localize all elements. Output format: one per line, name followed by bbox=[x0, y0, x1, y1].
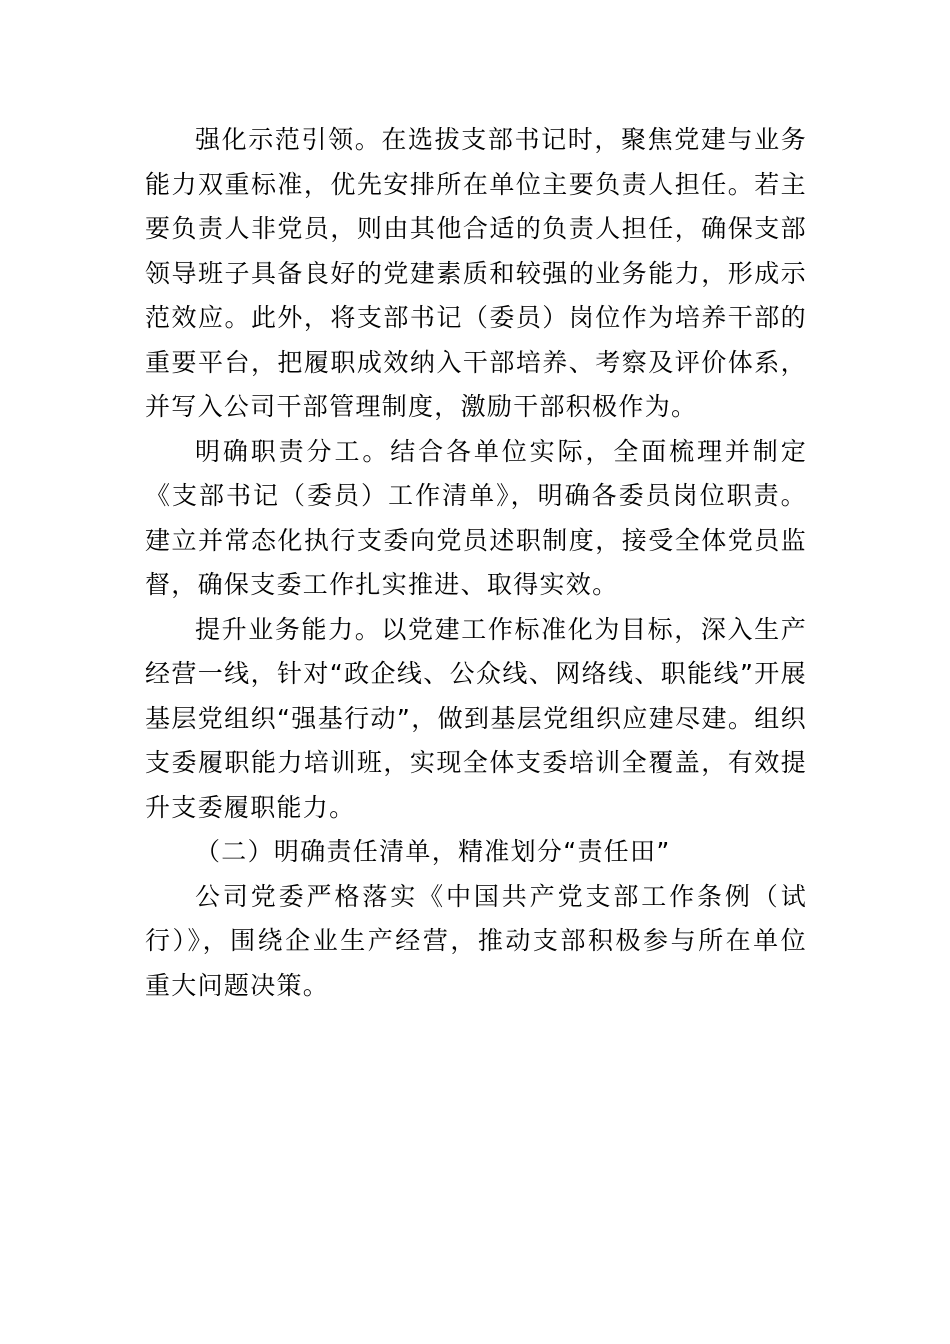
paragraph-line: 《支部书记（委员）工作清单》，明确各委员岗位职责。 bbox=[145, 481, 807, 510]
paragraph-line: 范效应。此外，将支部书记（委员）岗位作为培养干部的 bbox=[145, 303, 807, 332]
paragraph-line: 提升业务能力。以党建工作标准化为目标，深入生产 bbox=[195, 614, 807, 644]
paragraph-line: 支委履职能力培训班，实现全体支委培训全覆盖，有效提 bbox=[145, 748, 807, 777]
document-body bbox=[145, 118, 807, 1008]
paragraph-line: 督，确保支委工作扎实推进、取得实效。 bbox=[145, 570, 619, 599]
paragraph-line: 并写入公司干部管理制度，激励干部积极作为。 bbox=[145, 392, 698, 421]
paragraph-line: 重要平台，把履职成效纳入干部培养、考察及评价体系， bbox=[145, 347, 807, 377]
paragraph-line: 经营一线，针对“政企线、公众线、网络线、职能线”开展 bbox=[145, 659, 807, 688]
paragraph-clarify-duties bbox=[145, 430, 807, 608]
paragraph-line: 基层党组织“强基行动”，做到基层党组织应建尽建。组织 bbox=[145, 703, 807, 733]
paragraph-line: 能力双重标准，优先安排所在单位主要负责人担任。若主 bbox=[145, 169, 807, 199]
paragraph-line: 明确职责分工。结合各单位实际，全面梳理并制定 bbox=[195, 436, 807, 466]
paragraph-party-committee bbox=[145, 875, 807, 1009]
paragraph-strengthen-leadership bbox=[145, 118, 807, 430]
paragraph-line: 强化示范引领。在选拔支部书记时，聚焦党建与业务 bbox=[195, 125, 807, 154]
paragraph-line: 公司党委严格落实《中国共产党支部工作条例（试 bbox=[195, 881, 807, 911]
paragraph-line: 要负责人非党员，则由其他合适的负责人担任，确保支部 bbox=[145, 214, 807, 243]
paragraph-line: 行）》，围绕企业生产经营，推动支部积极参与所在单位 bbox=[145, 926, 807, 955]
section-heading-text: （二）明确责任清单，精准划分“责任田” bbox=[195, 837, 671, 866]
paragraph-line: 升支委履职能力。 bbox=[145, 792, 356, 822]
paragraph-line: 重大问题决策。 bbox=[145, 970, 330, 1000]
paragraph-line: 建立并常态化执行支委向党员述职制度，接受全体党员监 bbox=[145, 525, 807, 555]
paragraph-improve-ability bbox=[145, 608, 807, 831]
section-heading bbox=[145, 830, 807, 875]
paragraph-line: 领导班子具备良好的党建素质和较强的业务能力，形成示 bbox=[145, 258, 807, 288]
